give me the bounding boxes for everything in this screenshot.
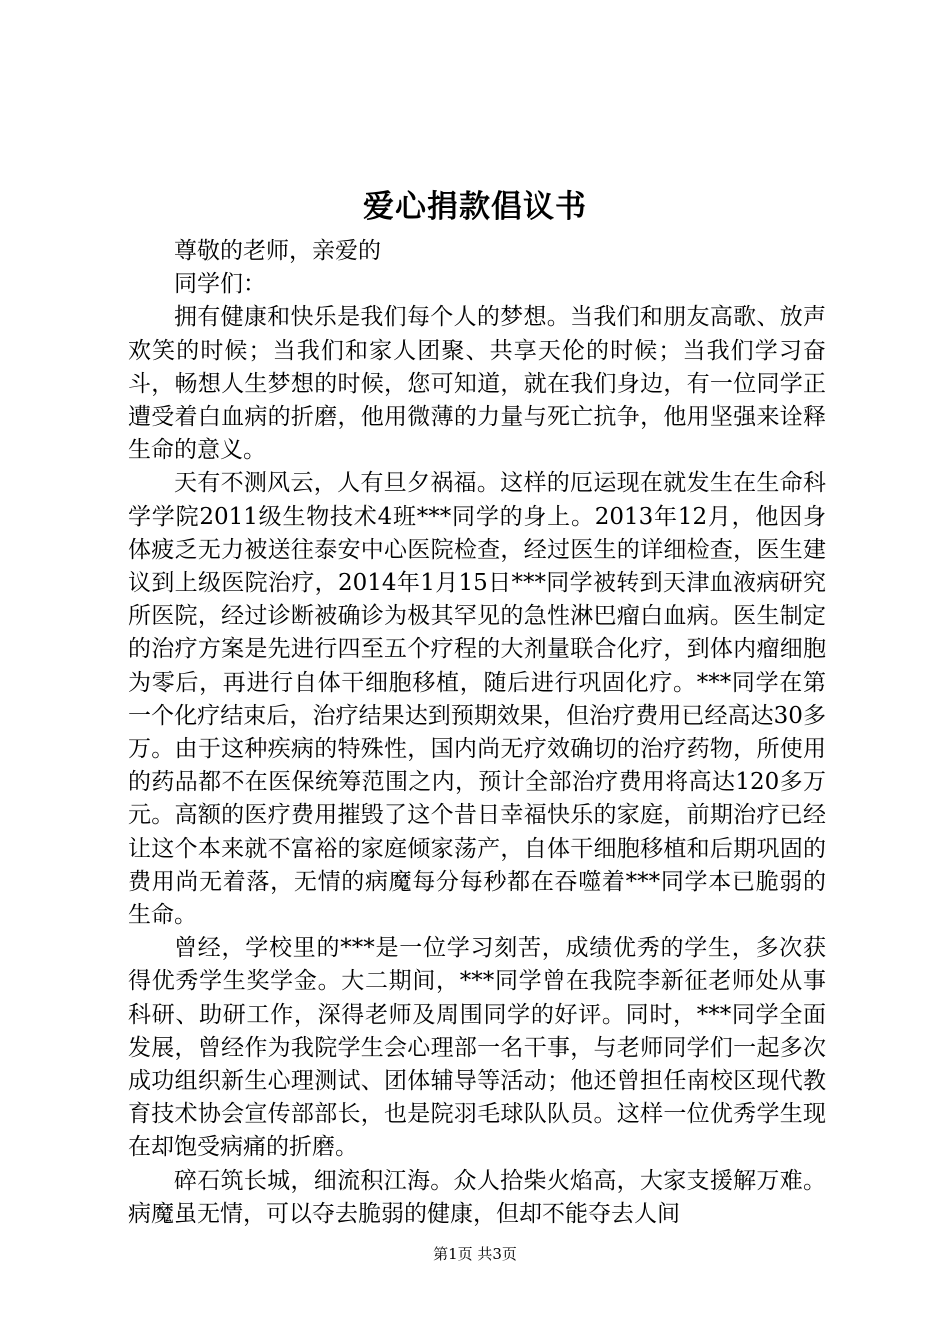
body-paragraph: 碎石筑长城，细流积江海。众人拾柴火焰高，大家支援解万难。病魔虽无情，可以夺去脆弱的健康，但却不能夺去人间 bbox=[128, 1167, 826, 1227]
salutation-line: 同学们： bbox=[174, 271, 266, 298]
body-paragraph: 拥有健康和快乐是我们每个人的梦想。当我们和朋友高歌、放声欢笑的时候；当我们和家人团聚、共享天伦的时候；当我们学习奋斗，畅想人生梦想的时候，您可知道，就在我们身边，有一位同学正遭受着白血病的折磨，他用微薄的力量与死亡抗争，他用坚强来诠释生命的意义。 bbox=[128, 304, 826, 464]
document-title: 爱心捐款倡议书 bbox=[363, 189, 587, 225]
body-paragraph: 曾经，学校里的***是一位学习刻苦，成绩优秀的学生，多次获得优秀学生奖学金。大二期间，***同学曾在我院李新征老师处从事科研、助研工作，深得老师及周围同学的好评。同时，***同学全面发展，曾经作为我院学生会心理部一名干事，与老师同学们一起多次成功组织新生心理测试、团体辅导等活动；他还曾担任南校区现代教育技术协会宣传部部长，也是院羽毛球队队员。这样一位优秀学生现在却饱受病痛的折磨。 bbox=[128, 935, 826, 1161]
body-paragraph: 天有不测风云，人有旦夕祸福。这样的厄运现在就发生在生命科学学院2011级生物技术4班***同学的身上。2013年12月，他因身体疲乏无力被送往泰安中心医院检查，经过医生的详细检查，医生建议到上级医院治疗，2014年1月15日***同学被转到天津血液病研究所医院，经过诊断被确诊为极其罕见的急性淋巴瘤白血病。医生制定的治疗方案是先进行四至五个疗程的大剂量联合化疗，到体内瘤细胞为零后，再进行自体干细胞移植，随后进行巩固化疗。***同学在第一个化疗结束后，治疗结果达到预期效果，但治疗费用已经高达30多万。由于这种疾病的特殊性，国内尚无疗效确切的治疗药物，所使用的药品都不在医保统筹范围之内，预计全部治疗费用将高达120多万元。高额的医疗费用摧毁了这个昔日幸福快乐的家庭，前期治疗已经让这个本来就不富裕的家庭倾家荡产，自体干细胞移植和后期巩固的费用尚无着落，无情的病魔每分每秒都在吞噬着***同学本已脆弱的生命。 bbox=[128, 470, 826, 929]
salutation-line: 尊敬的老师，亲爱的 bbox=[174, 238, 381, 264]
page-footer: 第1页 共3页 bbox=[433, 1245, 517, 1263]
document-body bbox=[128, 235, 826, 1231]
